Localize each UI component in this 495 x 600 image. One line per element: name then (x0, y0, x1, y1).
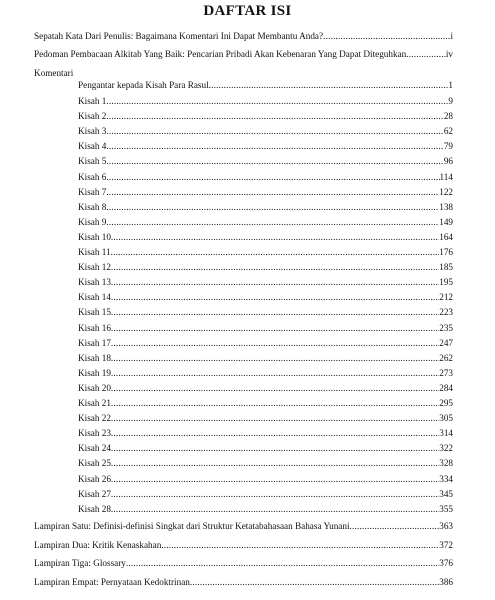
entry-label: Kisah 9 (78, 217, 107, 227)
dot-leader (111, 292, 439, 303)
toc-entry-chapter[interactable] (78, 413, 453, 424)
entry-label: Kisah 11 (78, 247, 111, 257)
toc-entry-appendix[interactable] (34, 558, 453, 569)
entry-label: Kisah 17 (78, 338, 111, 348)
entry-page-number: 176 (439, 247, 453, 257)
toc-entry-introduction[interactable] (78, 80, 453, 91)
entry-page-number: 305 (439, 413, 453, 423)
toc-entry-reading-guide[interactable] (34, 49, 453, 60)
entry-page-number: 363 (439, 521, 453, 531)
dot-leader (106, 111, 443, 122)
dot-leader (161, 540, 439, 551)
toc-entry-chapter[interactable] (78, 474, 453, 485)
toc-entry-chapter[interactable] (78, 156, 453, 167)
dot-leader (111, 474, 439, 485)
entry-page-number: 79 (443, 141, 453, 151)
entry-label: Kisah 10 (78, 232, 111, 242)
entry-label: Kisah 23 (78, 428, 111, 438)
entry-label: Sepatah Kata Dari Penulis: Bagaimana Komentari Ini Dapat Membantu Anda? (34, 31, 324, 41)
dot-leader (111, 428, 439, 439)
entry-page-number: 328 (439, 458, 453, 468)
entry-label: Kisah 20 (78, 383, 111, 393)
toc-entry-chapter[interactable] (78, 353, 453, 364)
toc-entry-appendix[interactable] (34, 521, 453, 532)
entry-page-number: 195 (439, 277, 453, 287)
entry-label: Kisah 3 (78, 126, 107, 136)
dot-leader (111, 504, 439, 515)
toc-entry-chapter[interactable] (78, 504, 453, 515)
toc-entry-chapter[interactable] (78, 141, 453, 152)
entry-label: Kisah 6 (78, 172, 107, 182)
toc-entry-chapter[interactable] (78, 217, 453, 228)
toc-entry-chapter[interactable] (78, 323, 453, 334)
dot-leader (126, 558, 439, 569)
entry-page-number: 247 (439, 338, 453, 348)
toc-entry-chapter[interactable] (78, 96, 453, 107)
entry-label: Kisah 28 (78, 504, 111, 514)
entry-label: Kisah 5 (78, 156, 107, 166)
dot-leader (111, 247, 440, 258)
dot-leader (190, 577, 439, 588)
toc-entry-chapter[interactable] (78, 338, 453, 349)
dot-leader (106, 96, 448, 107)
dot-leader (111, 368, 439, 379)
dot-leader (350, 521, 440, 532)
dot-leader (111, 323, 439, 334)
entry-label: Kisah 12 (78, 262, 111, 272)
entry-label: Lampiran Empat: Pernyataan Kedoktrinan (34, 577, 190, 587)
dot-leader (111, 413, 439, 424)
entry-label: Kisah 14 (78, 292, 111, 302)
toc-entry-foreword[interactable] (34, 31, 453, 42)
toc-entry-chapter[interactable] (78, 202, 453, 213)
entry-page-number: 295 (439, 398, 453, 408)
entry-page-number: 284 (439, 383, 453, 393)
entry-label: Kisah 13 (78, 277, 111, 287)
entry-page-number: 149 (439, 217, 453, 227)
entry-page-number: 262 (439, 353, 453, 363)
section-label: Komentari (34, 68, 74, 78)
entry-page-number: 212 (439, 292, 453, 302)
entry-label: Kisah 19 (78, 368, 111, 378)
entry-label: Kisah 2 (78, 111, 107, 121)
dot-leader (111, 383, 439, 394)
toc-entry-chapter[interactable] (78, 232, 453, 243)
dot-leader (106, 202, 439, 213)
dot-leader (111, 307, 439, 318)
dot-leader (106, 172, 439, 183)
dot-leader (106, 187, 439, 198)
entry-page-number: 334 (439, 474, 453, 484)
entry-page-number: 28 (443, 111, 453, 121)
entry-page-number: 9 (448, 96, 453, 106)
toc-entry-chapter[interactable] (78, 443, 453, 454)
entry-page-number: 96 (443, 156, 453, 166)
entry-page-number: 314 (439, 428, 453, 438)
toc-entry-chapter[interactable] (78, 458, 453, 469)
entry-page-number: i (450, 31, 453, 41)
dot-leader (111, 262, 439, 273)
entry-page-number: 235 (439, 323, 453, 333)
entry-label: Kisah 15 (78, 307, 111, 317)
toc-entry-chapter[interactable] (78, 262, 453, 273)
entry-label: Kisah 26 (78, 474, 111, 484)
toc-entry-chapter[interactable] (78, 172, 453, 183)
entry-label: Lampiran Tiga: Glossary (34, 558, 126, 568)
entry-label: Kisah 24 (78, 443, 111, 453)
dot-leader (106, 217, 439, 228)
entry-page-number: 345 (439, 489, 453, 499)
entry-page-number: 376 (439, 558, 453, 568)
toc-entry-chapter[interactable] (78, 292, 453, 303)
entry-page-number: 185 (439, 262, 453, 272)
entry-label: Pengantar kepada Kisah Para Rasul (78, 80, 209, 90)
entry-label: Kisah 4 (78, 141, 107, 151)
entry-page-number: 1 (448, 80, 453, 90)
entry-page-number: 372 (439, 540, 453, 550)
entry-page-number: 164 (439, 232, 453, 242)
dot-leader (111, 232, 439, 243)
toc-entry-chapter[interactable] (78, 307, 453, 318)
entry-page-number: 322 (439, 443, 453, 453)
dot-leader (111, 443, 439, 454)
toc-entry-chapter[interactable] (78, 368, 453, 379)
entry-label: Kisah 22 (78, 413, 111, 423)
entry-label: Kisah 16 (78, 323, 111, 333)
dot-leader (209, 80, 449, 91)
entry-page-number: 62 (443, 126, 453, 136)
dot-leader (111, 489, 439, 500)
entry-label: Kisah 1 (78, 96, 107, 106)
entry-label: Kisah 25 (78, 458, 111, 468)
entry-page-number: 273 (439, 368, 453, 378)
entry-page-number: 114 (439, 172, 453, 182)
page-title: DAFTAR ISI (203, 3, 292, 19)
toc-entry-chapter[interactable] (78, 383, 453, 394)
dot-leader (106, 126, 443, 137)
dot-leader (111, 458, 439, 469)
dot-leader (106, 156, 443, 167)
entry-page-number: iv (445, 49, 453, 59)
entry-label: Kisah 7 (78, 187, 107, 197)
entry-label: Kisah 27 (78, 489, 111, 499)
dot-leader (111, 338, 439, 349)
entry-label: Kisah 21 (78, 398, 111, 408)
toc-entry-chapter[interactable] (78, 277, 453, 288)
dot-leader (106, 141, 443, 152)
entry-page-number: 138 (439, 202, 453, 212)
dot-leader (111, 398, 439, 409)
entry-label: Kisah 8 (78, 202, 107, 212)
entry-label: Pedoman Pembacaan Alkitab Yang Baik: Pencarian Pribadi Akan Kebenaran Yang Dapat Diteguhkan (34, 49, 407, 59)
toc-entry-chapter[interactable] (78, 398, 453, 409)
entry-label: Lampiran Satu: Definisi-definisi Singkat dari Struktur Ketatabahasaan Bahasa Yunani (34, 521, 350, 531)
toc-entry-appendix[interactable] (34, 577, 453, 588)
entry-label: Lampiran Dua: Kritik Kenaskahan (34, 540, 162, 550)
toc-entry-chapter[interactable] (78, 126, 453, 137)
dot-leader (111, 277, 439, 288)
entry-page-number: 223 (439, 307, 453, 317)
entry-page-number: 355 (439, 504, 453, 514)
toc-entry-chapter[interactable] (78, 428, 453, 439)
toc-entry-appendix[interactable] (34, 540, 453, 551)
dot-leader (323, 31, 450, 42)
entry-label: Kisah 18 (78, 353, 111, 363)
toc-entry-chapter[interactable] (78, 111, 453, 122)
toc-entry-chapter[interactable] (78, 489, 453, 500)
dot-leader (406, 49, 446, 60)
toc-entry-chapter[interactable] (78, 187, 453, 198)
entry-page-number: 386 (439, 577, 453, 587)
entry-page-number: 122 (439, 187, 453, 197)
toc-entry-chapter[interactable] (78, 247, 453, 258)
dot-leader (111, 353, 439, 364)
